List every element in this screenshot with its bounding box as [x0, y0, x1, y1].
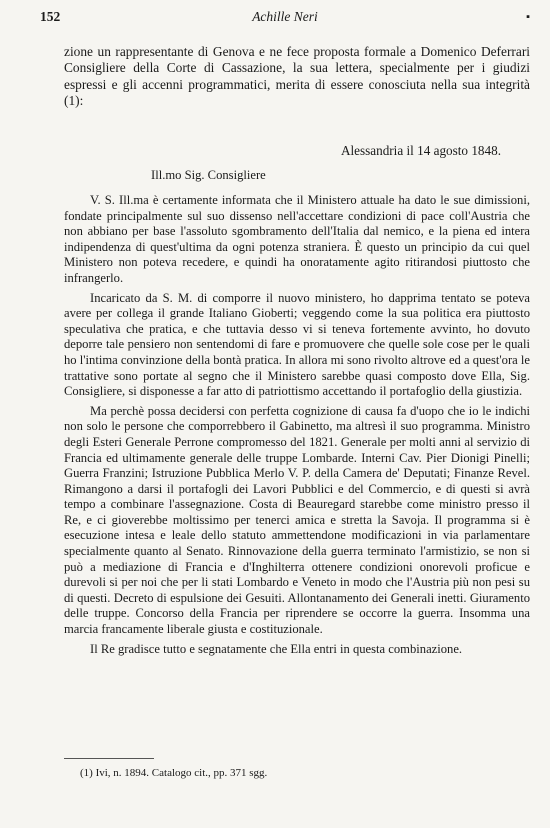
- intro-paragraph: [64, 44, 530, 110]
- letter-paragraph-3: Ma perchè possa decidersi con perfetta cognizione di causa fa d'uopo che io le indichi non solo le persone che comporrebbero il Gabinetto, ma altresì il suo programma. Ministro degli Esteri Generale Perrone compromesso del 1821. Generale per molti anni al servizio di Francia ed ultimamente generale delle truppe Lombarde. Interni Cav. Pier Dionigi Pinelli; Guerra Franzini; Istruzione Pubblica Merlo V. P. della Camera de' Deputati; Finanze Revel. Rimangono a darsi il portafogli dei Lavori Pubblici e del Commercio, e di questi si avrà tempo a combinare l'assegnazione. Costa di Beauregard starebbe come ministro presso il Re, e ci gioverebbe moltissimo per tenerci amica e stretta la Savoja. Il programma si è esecuzione intesa e leale dello statuto ammettendone modificazioni in via parlamentare specialmente quanto al Senato. Rinnovazione della guerra terminato l'armistizio, se non si può a mediazione di Francia e d'Inghilterra ottenere condizioni onorevoli proficue e durevoli si per noi che per li stati Lombardo e Veneto in modo che l'Austria più non pesi su di questi. Decreto di espulsione dei Gesuiti. Allontanamento dei Generali inetti. Giuramento delle truppe. Concorso della Francia per riprendere se occorre la guerra. Insomma una marcia francamente liberale giusta e costituzionale.: [64, 403, 530, 637]
- letter-date: Alessandria il 14 agosto 1848.: [340, 143, 501, 158]
- page-number: 152: [40, 9, 61, 24]
- footnote-divider: [64, 758, 154, 759]
- header-mark: ▪: [526, 11, 530, 23]
- page-header: [40, 6, 530, 28]
- intro-text: zione un rappresentante di Genova e ne fece proposta formale a Domenico Deferrari Consigliere della Corte di Cassazione, la sua lettera, specialmente per i giudizi espressi e gli accenni programmatici, merita di essere conosciuta nella sua integrità (1):: [64, 44, 530, 109]
- letter-paragraph-1: V. S. Ill.ma è certamente informata che il Ministero attuale ha dato le sue dimissioni, fondate principalmente sul suo dissenso nell'accettare condizioni di pace coll'Austria che non abbiano per base l'assoluto sgombramento dell'Italia dal nemico, e la piena ed intera indipendenza di quest'ultima da ogni potenza straniera. È questo un principio da cui quel Ministero non poteva recedere, e quindi ha onoratamente agito ritirandosi piuttosto che infrangerlo.: [64, 193, 530, 285]
- running-title: Achille Neri: [252, 9, 318, 24]
- footnote: (1) Ivi, n. 1894. Catalogo cit., pp. 371 sgg.: [80, 767, 268, 779]
- letter-paragraph-2: Incaricato da S. M. di comporre il nuovo ministero, ho dapprima tentato se poteva avere per collega il grande Italiano Gioberti; veggendo come la sua politica era piuttosto speculativa che pratica, e che tuttavia desso vi si teneva fortemente avvinto, ho dovuto deporre tale pensiero non sentendomi di fare e promuovere che quelle sole cose per le quali ho l'intima convinzione della bontà pratica. In allora mi sono rivolto altrove ed a quest'ora le trattative sono portate al segno che il Ministero sarebbe quasi composto dove Ella, Sig. Consigliere, si disponesse a far atto di patriottismo accettando il portafoglio della giustizia.: [64, 290, 530, 399]
- letter-paragraph-4: Il Re gradisce tutto e segnatamente che Ella entri in questa combinazione.: [90, 641, 463, 656]
- letter-salutation: Ill.mo Sig. Consigliere: [151, 168, 266, 182]
- letter-body: [64, 193, 530, 661]
